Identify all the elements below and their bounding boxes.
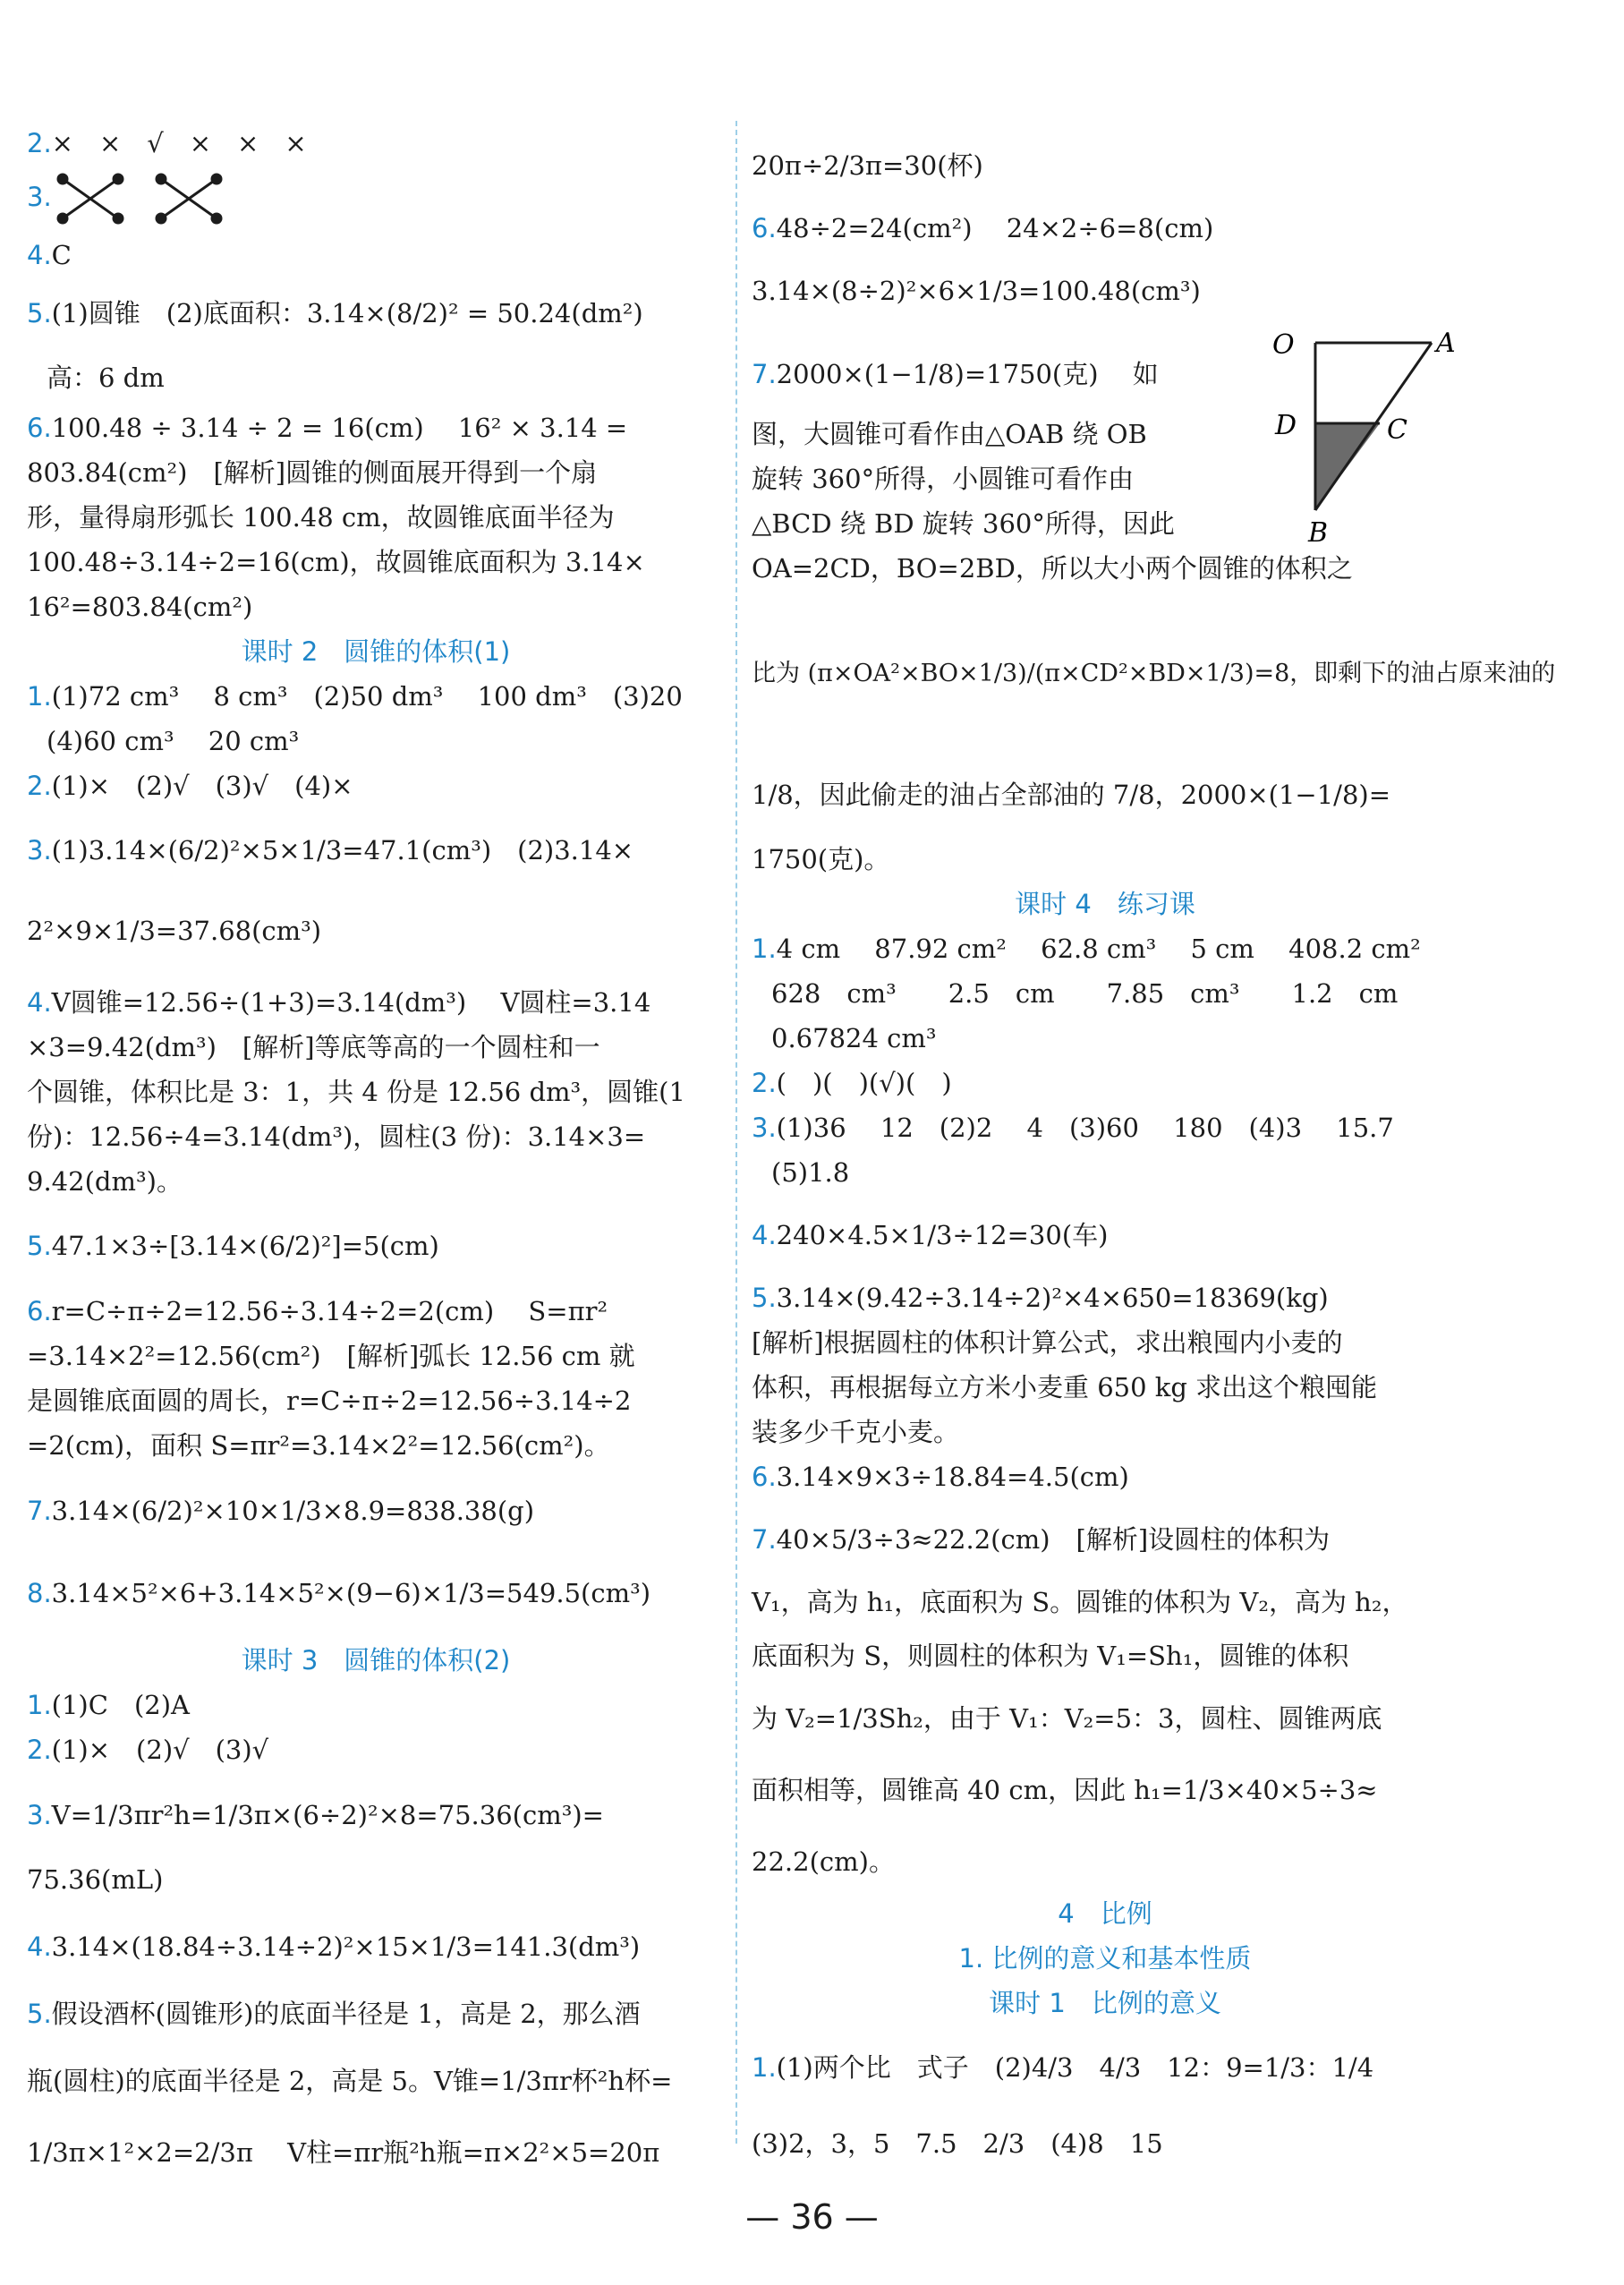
l2-answer-6-line4: =2(cm)，面积 S=πr²=3.14×2²=12.56(cm²)。 xyxy=(27,1430,610,1461)
l4-answer-5-line4: 装多少千克小麦。 xyxy=(752,1417,960,1447)
heading-section-1: 1. 比例的意义和基本性质 xyxy=(958,1943,1252,1974)
answer-6-line2: 803.84(cm²) [解析]圆锥的侧面展开得到一个扇 xyxy=(27,457,598,488)
heading-lesson-2: 课时 2 圆锥的体积(1) xyxy=(241,636,511,667)
answer-3: 3. xyxy=(27,182,52,212)
l3-answer-5-line2: 瓶(圆柱)的底面半径是 2，高是 5。V锥=1/3πr杯²h杯= xyxy=(27,2066,673,2096)
l2-answer-4-line3: 个圆锥，体积比是 3：1，共 4 份是 12.56 dm³，圆锥(1 xyxy=(27,1077,685,1107)
answer-7-line2: 图，大圆锥可看作由△OAB 绕 OB xyxy=(752,419,1147,449)
label-a: A xyxy=(1436,328,1456,359)
l3-answer-4: 4.3.14×(18.84÷3.14÷2)²×15×1/3=141.3(dm³) xyxy=(27,1931,641,1962)
l2-answer-4-line2: ×3=9.42(dm³) [解析]等底等高的一个圆柱和一 xyxy=(27,1032,600,1062)
answer-6-line1: 6.100.48 ÷ 3.14 ÷ 2 = 16(cm) 16² × 3.14 = xyxy=(27,413,628,443)
l4-answer-6: 6.3.14×9×3÷18.84=4.5(cm) xyxy=(752,1462,1129,1492)
l3-answer-5-line1: 5.假设酒杯(圆锥形)的底面半径是 1，高是 2，那么酒 xyxy=(27,1999,641,2029)
column-divider xyxy=(735,121,737,2144)
label-c: C xyxy=(1387,414,1407,446)
heading-lesson-4: 课时 4 练习课 xyxy=(1015,889,1195,919)
page-number: — 36 — xyxy=(745,2197,879,2237)
answer-7-line6: 比为 (π×OA²×BO×1/3)/(π×CD²×BD×1/3)=8，即剩下的油占原来油的 xyxy=(752,660,1556,687)
l4-answer-7-line3: 底面积为 S，则圆柱的体积为 V₁=Sh₁，圆锥的体积 xyxy=(752,1641,1349,1671)
s1-answer-1-line1: 1.(1)两个比 式子 (2)4/3 4/3 12：9=1/3：1/4 xyxy=(752,2052,1374,2083)
l3-answer-5-line3: 1/3π×1²×2=2/3π V柱=πr瓶²h瓶=π×2²×5=20π xyxy=(27,2137,660,2168)
l4-answer-1-line2: 628 cm³ 2.5 cm 7.85 cm³ 1.2 cm xyxy=(771,978,1399,1009)
heading-lesson-3: 课时 3 圆锥的体积(2) xyxy=(241,1645,511,1675)
l2-answer-8: 8.3.14×5²×6+3.14×5²×(9−6)×1/3=549.5(cm³) xyxy=(27,1578,651,1608)
l2-answer-6-line2: =3.14×2²=12.56(cm²) [解析]弧长 12.56 cm 就 xyxy=(27,1341,635,1371)
answer-4: 4.C xyxy=(27,240,72,270)
matching-lines-figure xyxy=(55,172,252,226)
label-d: D xyxy=(1275,410,1297,441)
l2-answer-3-line2: 2²×9×1/3=37.68(cm³) xyxy=(27,916,322,946)
continued-answer: 20π÷2/3π=30(杯) xyxy=(752,150,983,181)
answer-6-line4: 100.48÷3.14÷2=16(cm)，故圆锥底面积为 3.14× xyxy=(27,547,645,577)
l4-answer-7-line5: 面积相等，圆锥高 40 cm，因此 h₁=1/3×40×5÷3≈ xyxy=(752,1775,1378,1805)
l2-answer-4-line1: 4.V圆锥=12.56÷(1+3)=3.14(dm³) V圆柱=3.14 xyxy=(27,987,651,1018)
answer-6-line2: 3.14×(8÷2)²×6×1/3=100.48(cm³) xyxy=(752,276,1201,306)
l4-answer-3-line2: (5)1.8 xyxy=(771,1157,850,1188)
answer-2: 2.× × √ × × × xyxy=(27,128,307,158)
answer-6-line3: 形，量得扇形弧长 100.48 cm，故圆锥底面半径为 xyxy=(27,502,615,533)
label-o: O xyxy=(1272,329,1295,361)
l2-answer-1-line1: 1.(1)72 cm³ 8 cm³ (2)50 dm³ 100 dm³ (3)20 xyxy=(27,681,683,712)
l3-answer-2: 2.(1)× (2)√ (3)√ xyxy=(27,1735,269,1765)
l4-answer-5-line1: 5.3.14×(9.42÷3.14÷2)²×4×650=18369(kg) xyxy=(752,1283,1329,1313)
s1-answer-1-line2: (3)2，3，5 7.5 2/3 (4)8 15 xyxy=(752,2128,1163,2159)
label-b: B xyxy=(1308,517,1329,549)
answer-7-line4: △BCD 绕 BD 旋转 360°所得，因此 xyxy=(752,508,1175,539)
l4-answer-5-line2: [解析]根据圆柱的体积计算公式，求出粮囤内小麦的 xyxy=(752,1327,1343,1358)
l2-answer-4-line5: 9.42(dm³)。 xyxy=(27,1166,183,1197)
l4-answer-2: 2.( )( )(√)( ) xyxy=(752,1068,952,1098)
heading-lesson-1: 课时 1 比例的意义 xyxy=(989,1988,1221,2018)
l2-answer-5: 5.47.1×3÷[3.14×(6/2)²]=5(cm) xyxy=(27,1231,439,1261)
l4-answer-7-line1: 7.40×5/3÷3≈22.2(cm) [解析]设圆柱的体积为 xyxy=(752,1524,1331,1555)
answer-6-line5: 16²=803.84(cm²) xyxy=(27,592,253,622)
answer-7-line8: 1750(克)。 xyxy=(752,844,890,874)
heading-chapter-4: 4 比例 xyxy=(1058,1898,1152,1929)
l4-answer-3-line1: 3.(1)36 12 (2)2 4 (3)60 180 (4)3 15.7 xyxy=(752,1113,1394,1143)
l2-answer-4-line4: 份)：12.56÷4=3.14(dm³)，圆柱(3 份)：3.14×3= xyxy=(27,1121,646,1152)
answer-7-line1: 7.2000×(1−1/8)=1750(克) 如 xyxy=(752,359,1159,389)
answer-6-line1: 6.48÷2=24(cm²) 24×2÷6=8(cm) xyxy=(752,213,1214,243)
l2-answer-2: 2.(1)× (2)√ (3)√ (4)× xyxy=(27,771,353,801)
l4-answer-5-line3: 体积，再根据每立方米小麦重 650 kg 求出这个粮囤能 xyxy=(752,1372,1378,1403)
l2-answer-6-line1: 6.r=C÷π÷2=12.56÷3.14÷2=2(cm) S=πr² xyxy=(27,1296,608,1326)
l4-answer-7-line4: 为 V₂=1/3Sh₂，由于 V₁：V₂=5：3，圆柱、圆锥两底 xyxy=(752,1703,1382,1734)
l4-answer-4: 4.240×4.5×1/3÷12=30(车) xyxy=(752,1220,1109,1250)
answer-5-line2: 高：6 dm xyxy=(47,362,165,393)
l4-answer-7-line2: V₁，高为 h₁，底面积为 S。圆锥的体积为 V₂，高为 h₂， xyxy=(752,1587,1408,1617)
l3-answer-1: 1.(1)C (2)A xyxy=(27,1690,190,1720)
l2-answer-6-line3: 是圆锥底面圆的周长，r=C÷π÷2=12.56÷3.14÷2 xyxy=(27,1385,632,1416)
l3-answer-3-line1: 3.V=1/3πr²h=1/3π×(6÷2)²×8=75.36(cm³)= xyxy=(27,1800,604,1830)
l4-answer-1-line3: 0.67824 cm³ xyxy=(771,1023,937,1053)
l3-answer-3-line2: 75.36(mL) xyxy=(27,1864,164,1895)
l2-answer-3-line1: 3.(1)3.14×(6/2)²×5×1/3=47.1(cm³) (2)3.14× xyxy=(27,835,634,865)
answer-7-line5: OA=2CD，BO=2BD，所以大小两个圆锥的体积之 xyxy=(752,553,1353,584)
answer-5: 5.(1)圆锥 (2)底面积：3.14×(8/2)² = 50.24(dm²) xyxy=(27,298,643,328)
l2-answer-1-line2: (4)60 cm³ 20 cm³ xyxy=(47,726,300,756)
cone-cross-section-figure xyxy=(1253,327,1458,550)
l2-answer-7: 7.3.14×(6/2)²×10×1/3×8.9=838.38(g) xyxy=(27,1496,535,1526)
answer-7-line7: 1/8，因此偷走的油占全部油的 7/8，2000×(1−1/8)= xyxy=(752,780,1391,810)
l4-answer-1-line1: 1.4 cm 87.92 cm² 62.8 cm³ 5 cm 408.2 cm² xyxy=(752,934,1421,964)
l4-answer-7-line6: 22.2(cm)。 xyxy=(752,1846,895,1877)
answer-7-line3: 旋转 360°所得，小圆锥可看作由 xyxy=(752,464,1135,494)
